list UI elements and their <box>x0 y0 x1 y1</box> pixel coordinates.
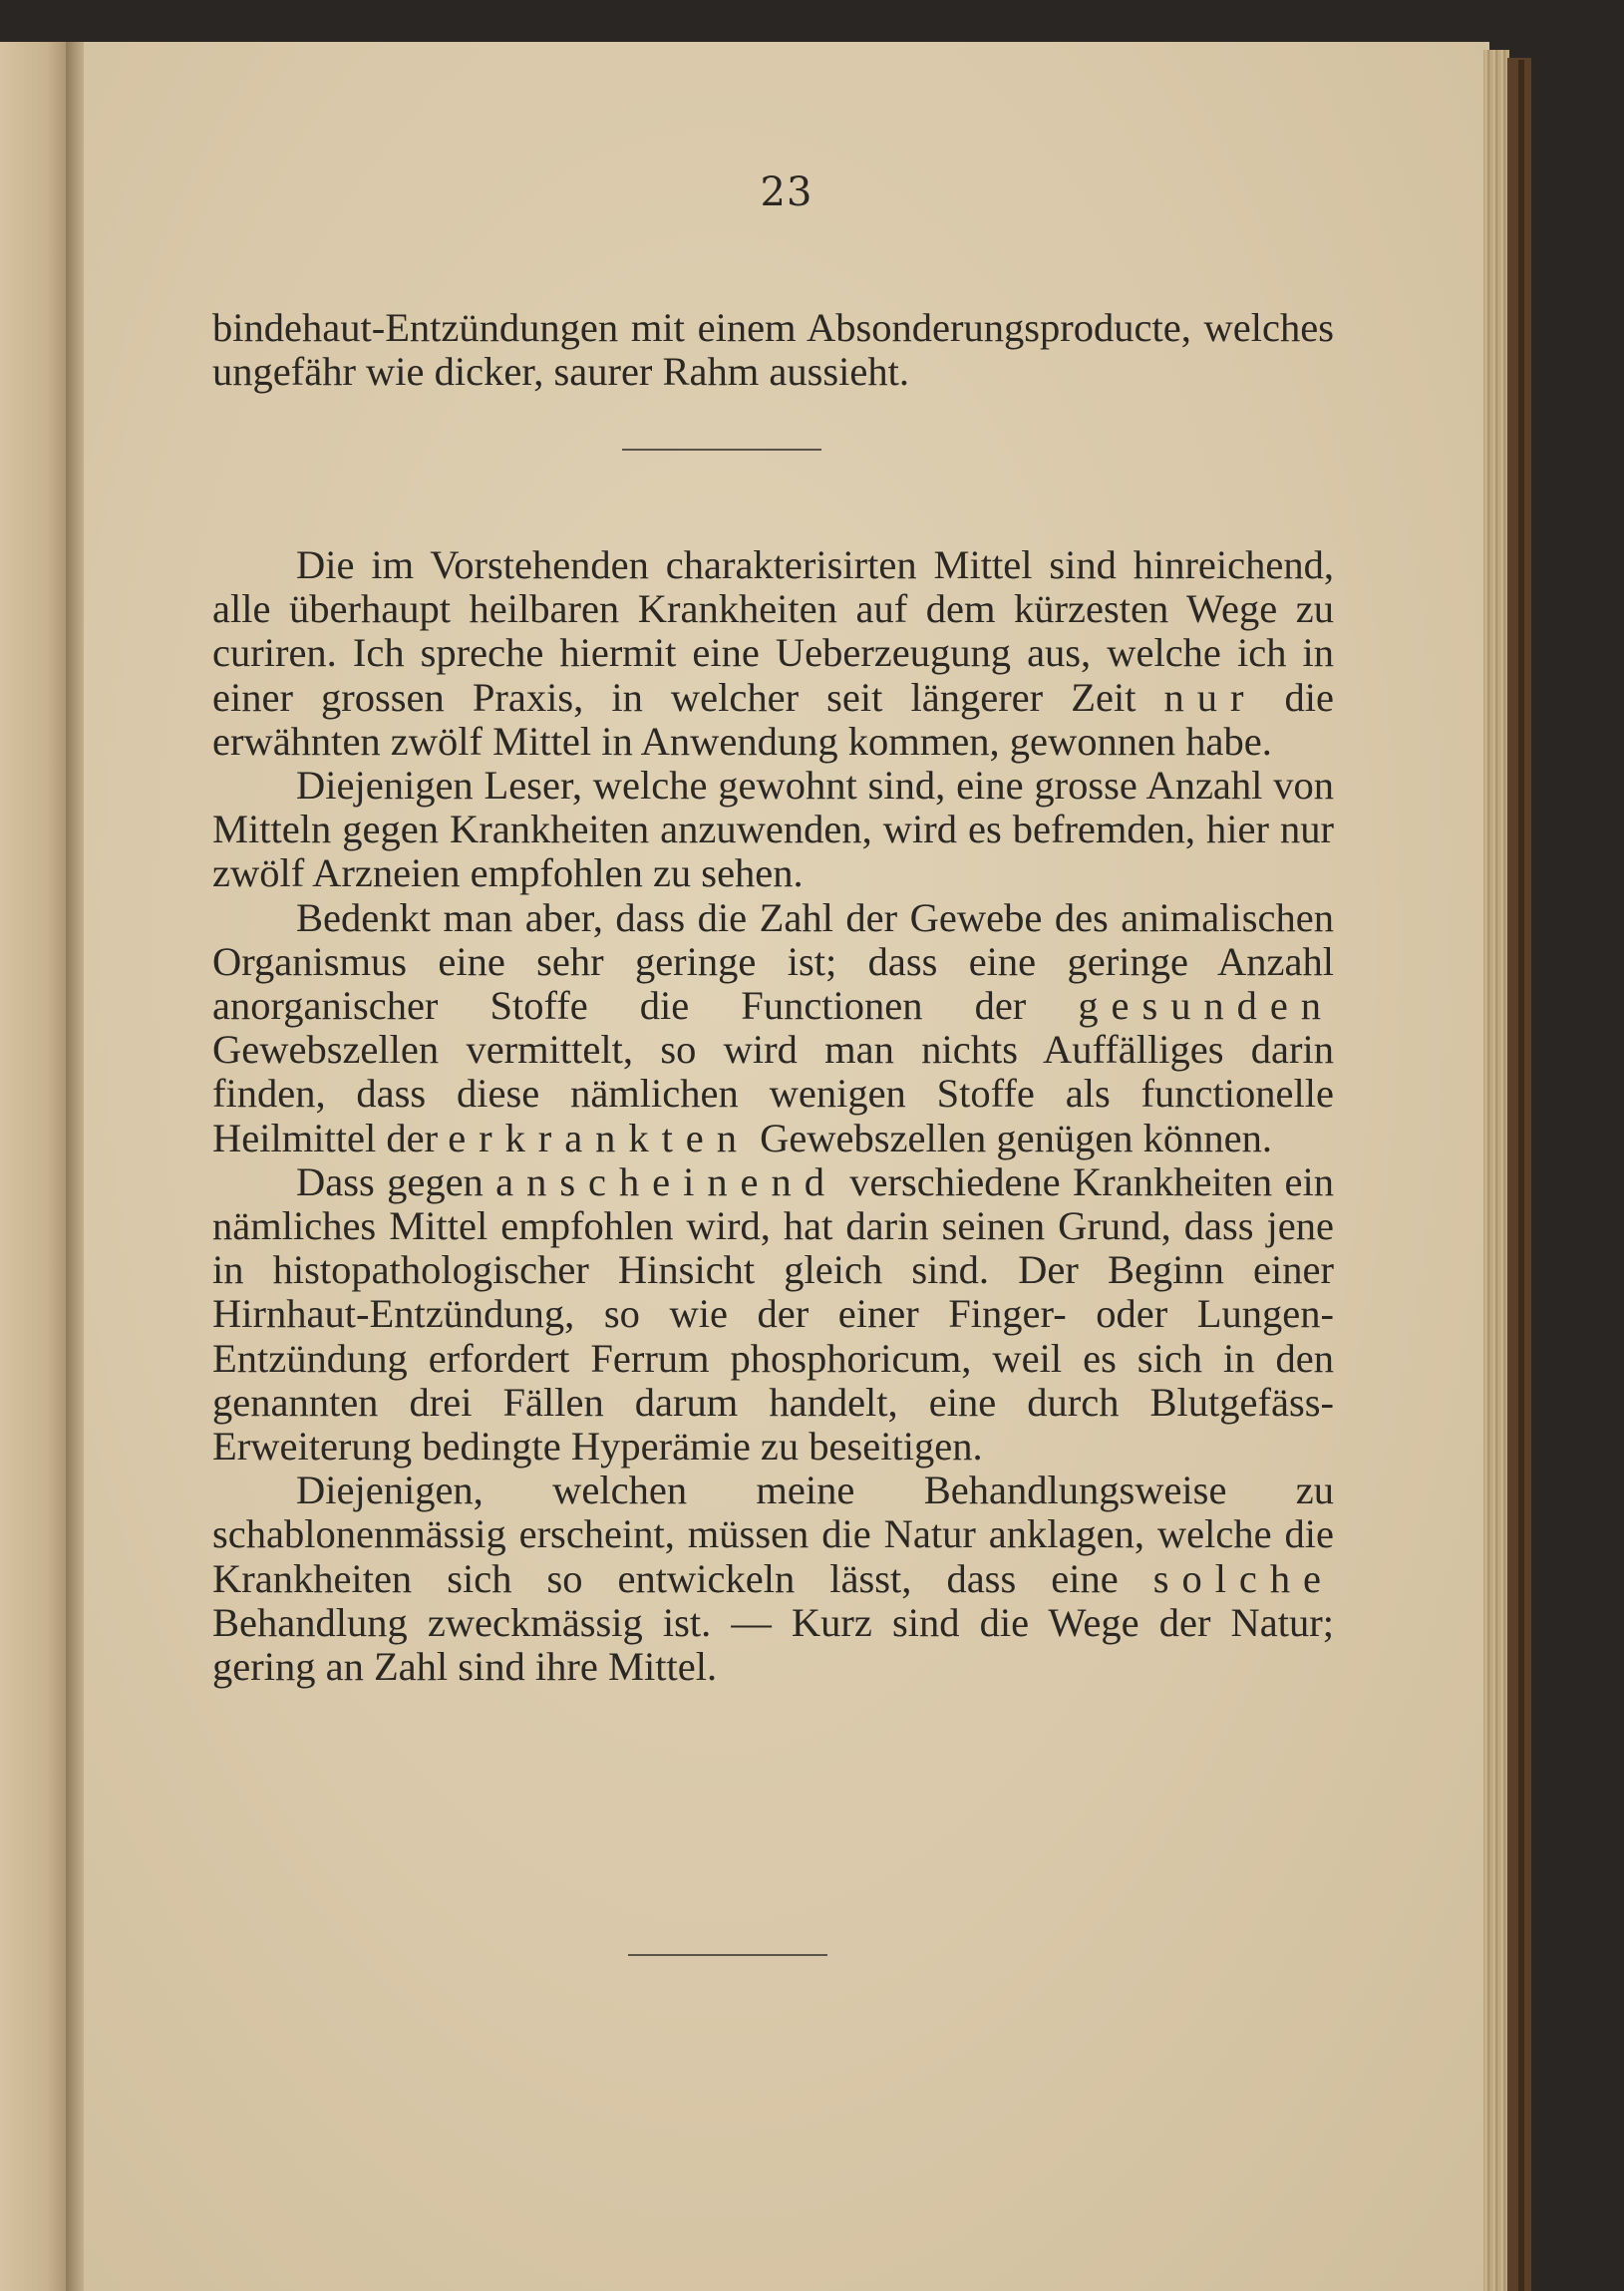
cover-spine-strip <box>1518 60 1524 2291</box>
emphasized-text: solche <box>1152 1555 1334 1601</box>
body-paragraph <box>212 543 1334 764</box>
paragraph-text: die erwähnten zwölf Mittel in Anwendung kommen, gewonnen habe. <box>212 674 1334 764</box>
emphasized-text: anscheinend <box>495 1158 837 1204</box>
paragraph-text: Dass gegen <box>296 1158 496 1204</box>
paragraph-text: Gewebszellen genügen können. <box>749 1115 1273 1160</box>
emphasized-text: erkrankten <box>448 1115 750 1160</box>
page-block-edge <box>1483 50 1509 2291</box>
emphasized-text: nur <box>1163 674 1257 720</box>
body-paragraph <box>212 764 1334 896</box>
paragraph-text: Behandlung zweckmässig ist. — Kurz sind die Wege der Natur; gering an Zahl sind ihre Mittel. <box>212 1599 1334 1690</box>
body-paragraph <box>212 896 1334 1160</box>
end-divider <box>628 1954 827 1956</box>
paragraph-text: Bedenkt man aber, dass die Zahl der Gewebe des animalischen Organismus eine sehr geringe ist; dass eine geringe Anzahl anorganischer Stoffe die Functionen der <box>212 894 1334 1029</box>
paragraph-text: Gewebszellen vermittelt, so wird man nichts Auffälliges darin finden, dass diese nämlichen wenigen Stoffe als functionelle Heilmittel der <box>212 1027 1334 1160</box>
paragraph-text: Die im Vorstehenden charakterisirten Mittel sind hinreichend, alle überhaupt heilbaren Krankheiten auf dem kürzesten Wege zu curiren. Ich spreche hiermit eine Ueberzeugung aus, welche ich in einer grossen Praxis, in welcher seit längerer Zeit <box>212 542 1334 720</box>
body-paragraph <box>212 1469 1334 1689</box>
body-text <box>212 543 1334 1689</box>
page-number: 23 <box>760 169 813 215</box>
paragraph-text: Diejenigen, welchen meine Behandlungsweise zu schablonenmässig erscheint, müssen die Natur anklagen, welche die Krankheiten sich so entwickeln lässt, dass eine <box>212 1468 1334 1601</box>
intro-paragraph: bindehaut-Entzündungen mit einem Absonderungsproducte, welches ungefähr wie dicker, saurer Rahm aussieht. <box>212 305 1334 395</box>
emphasized-text: gesunden <box>1078 983 1334 1029</box>
section-divider <box>622 449 821 451</box>
paragraph-text: Diejenigen Leser, welche gewohnt sind, eine grosse Anzahl von Mitteln gegen Krankheiten anzuwenden, wird es befremden, hier nur zwölf Arzneien empfohlen zu sehen. <box>212 763 1334 896</box>
paragraph-text: verschiedene Krankheiten ein nämliches Mittel empfohlen wird, hat darin seinen Grund, dass jene in histopathologischer Hinsicht gleich sind. Der Beginn einer Hirnhaut-Entzündung, so wie der einer Finger- oder Lungen-Entzündung erfordert Ferrum phosphoricum, weil es sich in den genannten drei Fällen darum handelt, eine durch Blutgefäss-Erweiterung bedingte Hyperämie zu beseitigen. <box>212 1158 1334 1470</box>
book-page <box>84 42 1489 2291</box>
intro-text <box>212 306 1334 394</box>
body-paragraph <box>212 1160 1334 1469</box>
